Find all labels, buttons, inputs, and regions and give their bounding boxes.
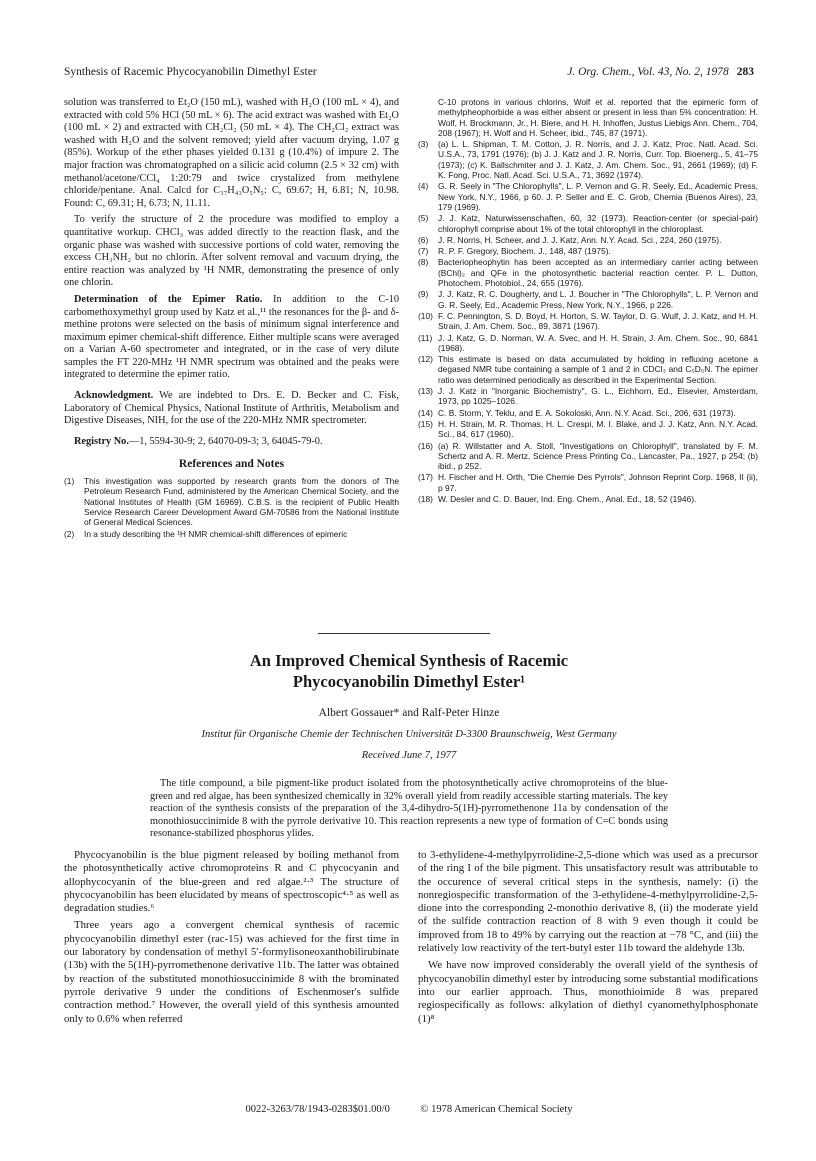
reference-text: J. J. Katz, Naturwissenschaften, 60, 32 (1973). Reaction-center (or special-pair) chlorophyll comprise about 1% of the total chlorophyll in the chloroplast. bbox=[438, 213, 758, 234]
reference-number: (16) bbox=[418, 440, 433, 451]
reference-item bbox=[418, 386, 758, 407]
reference-text: C-10 protons in various chlorins, Wolf et al. reported that the epimeric form of methylpheophorbide a was either absent or present in less than 5% concentration: H. Wolf, H. Brockmann, Jr., H. Biere, and H. H. Inhoffen, Justus Liebigs Ann. Chem., 704, 208 (1967); H. Wolf and H. Scheer, ibid., 745, 87 (1971). bbox=[438, 97, 758, 138]
reference-number: (3) bbox=[418, 139, 429, 150]
paragraph: To verify the structure of 2 the procedure was modified to employ a quantitative workup. CHCl₃ was added directly to the reaction flask, and the organic phase was washed with successive portions of cold water, removing the excess CH₃NH₂ but no chlorin. After solvent removal and vacuum drying, the entire reaction was analyzed by ¹H NMR, demonstrating the presence of only one chlorin. bbox=[64, 214, 399, 289]
copyright: © 1978 American Chemical Society bbox=[420, 1104, 573, 1115]
reference-number: (13) bbox=[418, 386, 433, 397]
reference-text: H. H. Strain, M. R. Thomas, H. L. Crespi, M. I. Blake, and J. J. Katz, Ann. N.Y. Acad. Sci., 84, 617 (1960). bbox=[438, 418, 758, 440]
reference-number: (18) bbox=[418, 493, 433, 504]
reference-text: J. R. Norris, H. Scheer, and J. J. Katz, Ann. N.Y. Acad. Sci., 224, 260 (1975). bbox=[438, 234, 722, 245]
reference-number: (8) bbox=[418, 257, 429, 268]
reference-number: (11) bbox=[418, 332, 433, 343]
body-right-column bbox=[418, 849, 758, 1030]
reference-text: (a) R. Willstatter and A. Stoll, "Investigations on Chlorophyll", translated by F. M. Schertz and A. R. Mertz, Science Press Printing Co., Lancaster, Pa., 1927, p 254; (b) ibid., p 252. bbox=[438, 440, 758, 472]
reference-text: Bacteriopheophytin has been accepted as an intermediary carrier acting between (BChl)₂ and QFe in the photosynthetic bacterial reaction center. P. L. Dutton, Photochem. Photobiol., 24, 655 (1976). bbox=[438, 257, 758, 289]
section-divider bbox=[318, 633, 490, 634]
paragraph-text: We are indebted to Drs. E. D. Becker and C. Fisk, Laboratory of Chemical Physics, National Institute of Arthritis, Metabolism and Digestive Diseases, NIH, for the use of the 220-MHz NMR spectrometer. bbox=[64, 390, 399, 427]
reference-item bbox=[418, 441, 758, 472]
reference-text: This estimate is based on data accumulated by holding in refluxing acetone a degased NMR tube containing a sample of 1 and 2 in CDCl₃ and C₅D₅N. The epimer ratio was determined periodically as described in the Experimental Section. bbox=[438, 354, 758, 385]
reference-item bbox=[64, 476, 399, 527]
section-heading: Acknowledgment. bbox=[74, 390, 154, 402]
reference-number: (10) bbox=[418, 310, 433, 321]
reference-item bbox=[418, 257, 758, 288]
paragraph-text: In addition to the C-10 carbomethoxymethyl group used by Katz et al.,¹¹ the resonances for the β- and δ-methine protons were selected on the basis of minimum signal interference and maximum epimer chemical-shift difference. Either multiple scans were averaged on a Varian A-60 spectrometer and integrated, or in the case of very dilute samples the FT 220-MHz ¹H NMR spectrum was obtained and the peaks were integrated to determine the epimer ratio. bbox=[64, 293, 399, 381]
reference-text: This investigation was supported by research grants from the donors of The Petroleum Research Fund, administered by the American Chemical Society, and the National Institutes of Health (GM 16969). C.B.S. is the recipient of Public Health Service Research Career Development Award GM-70586 from the National Institute of General Medical Sciences. bbox=[84, 476, 399, 528]
reference-item bbox=[64, 529, 399, 539]
reference-number: (1) bbox=[64, 476, 75, 487]
right-column bbox=[418, 97, 758, 505]
journal-citation: J. Org. Chem., Vol. 43, No. 2, 1978 bbox=[567, 66, 729, 78]
reference-number: (17) bbox=[418, 472, 433, 483]
reference-text: (a) L. L. Shipman, T. M. Cotton, J. R. Norris, and J. J. Katz, Proc. Natl. Acad. Sci. U.S.A., 73, 1791 (1976); (b) J. J. Katz and J. R. Norris, Curr. Top. Bioenerg., 5, 41–75 (1973); (c) K. Ballschmiter and J. J. Katz, J. Am. Chem. Soc., 91, 2661 (1969); (d) F. K. Fong, Proc. Natl. Acad. Sci. U.S.A., 71, 3692 (1974). bbox=[438, 139, 758, 181]
reference-text: J. J. Katz, G. D. Norman, W. A. Svec, and H. H. Strain, J. Am. Chem. Soc., 90, 6841 (1968). bbox=[438, 332, 758, 353]
header-journal bbox=[567, 66, 754, 78]
authors: Albert Gossauer* and Ralf-Peter Hinze bbox=[318, 707, 500, 719]
reference-text: C. B. Storm, Y. Teklu, and E. A. Sokoloski, Ann. N.Y. Acad. Sci., 206, 631 (1973). bbox=[438, 407, 736, 418]
title-line-1: An Improved Chemical Synthesis of Racemic bbox=[249, 651, 569, 670]
reference-number: (6) bbox=[418, 234, 429, 245]
reference-text: R. P. F. Gregory, Biochem. J., 148, 487 (1975). bbox=[438, 246, 611, 257]
reference-item bbox=[418, 139, 758, 180]
paragraph-text: —1, 5594-30-9; 2, 64070-09-3; 3, 64045-79-0. bbox=[128, 435, 323, 447]
acknowledgment bbox=[64, 390, 399, 428]
reference-text: J. J. Katz in "Inorganic Biochemistry", G. L., Eichhorn, Ed., Elsevier, Amsterdam, 1973, pp 1025–1026. bbox=[438, 386, 758, 407]
reference-text: F. C. Pennington, S. D. Boyd, H. Horton, S. W. Taylor, D. G. Wulf, J. J. Katz, and H. H. Strain, J. Am. Chem. Soc., 89, 3871 (1967). bbox=[438, 310, 758, 332]
reference-text: H. Fischer and H. Orth, "Die Chemie Des Pyrrols", Johnson Reprint Corp. 1968, II (ii), p 97. bbox=[438, 472, 758, 493]
page-number: 283 bbox=[736, 66, 754, 78]
paragraph: solution was transferred to Et₂O (150 mL), washed with H₂O (100 mL × 4), and extracted with cold 5% HCl (50 mL × 6). The acid extract was washed with Et₂O (100 mL × 2) and extracted with CH₂Cl₂ (50 mL × 4). The CH₂Cl₂ extract was washed with H₂O and the solvent removed; yield after vacuum drying, 1.07 g (85%). Workup of the ether phases yielded 0.131 g (10.4%) of impure 2. The major fraction was chromatographed on a silicic acid column (2.5 × 32 cm) with methanol/acetone/CCl₄ 1:20:79 and twice crystalized from methylene chloride/pentane. Anal. Calcd for C₃₇H₄₃O₅N₅: C, 69.67; H, 6.81; N, 10.98. Found: C, 69.31; H, 6.73; N, 11.11. bbox=[64, 97, 399, 209]
reference-item bbox=[418, 235, 758, 245]
left-column bbox=[64, 97, 399, 540]
reference-text: G. R. Seely in "The Chlorophylls", L. P. Vernon and G. R. Seely, Ed., Academic Press, New York, N.Y., 1966, p 60. J. P. Seller and E. C. Grob, Chemia (Buenos Aires), 23, 179 (1969). bbox=[438, 181, 758, 212]
section-heading: Determination of the Epimer Ratio. bbox=[74, 293, 263, 305]
reference-item bbox=[418, 408, 758, 418]
reference-number: (2) bbox=[64, 528, 75, 539]
reference-item bbox=[418, 213, 758, 234]
reference-continued bbox=[418, 97, 758, 138]
title-line-2: Phycocyanobilin Dimethyl Ester¹ bbox=[292, 672, 526, 691]
paragraph: to 3-ethylidene-4-methylpyrrolidine-2,5-dione which was used as a precursor of the ring I of the bile pigment. This unsatisfactory result was attributable to the occurence of several critical steps in the synthesis, namely: (i) the nonregiospecific transformation of the 3-ethylidene-4-methylpyrrolidine-2,5-dione into the corresponding 2-monothio derivative 8, (ii) the moderate yield of the sulfide contraction reaction of 8 with 9 even though it could be improved from 18 to 49% by carrying out the reaction at −78 °C, and (iii) the relatively low reactivity of the tert-butyl ester 11b toward the aldehyde 13b. bbox=[418, 849, 758, 955]
paragraph: Phycocyanobilin is the blue pigment released by boiling methanol from the photosynthetically active chromoproteins R and C phycocyanin and allophycocyanin of the blue-green and red algae.²·³ The structure of phycocyanobilin has been elucidated by means of spectroscopic⁴·⁵ as well as degradation studies.⁶ bbox=[64, 849, 399, 915]
reference-item bbox=[418, 289, 758, 310]
section-heading: Registry No. bbox=[74, 435, 129, 447]
reference-item bbox=[418, 472, 758, 493]
reference-item bbox=[418, 354, 758, 385]
abstract: The title compound, a bile pigment-like product isolated from the photosynthetically active chromoproteins of the blue-green and red algae, has been synthesized chemically in 32% overall yield from readily accessible starting materials. The key reaction of the synthesis consists of the preparation of the 3,4-dihydro-5(1H)-pyrromethenone 11a by condensation of the monothiosuccinimide 8 with the pyrrole derivative 10. This reaction represents a new type of formation of C=C bonds using resonance-stabilized phosphorus ylides. bbox=[150, 778, 668, 840]
header-title: Synthesis of Racemic Phycocyanobilin Dimethyl Ester bbox=[64, 66, 317, 78]
reference-number: (4) bbox=[418, 181, 429, 192]
paragraph-epimer bbox=[64, 294, 399, 382]
reference-item bbox=[418, 333, 758, 354]
reference-number: (14) bbox=[418, 407, 433, 418]
article-title bbox=[64, 650, 754, 692]
reference-item bbox=[418, 181, 758, 212]
reference-item bbox=[418, 246, 758, 256]
page-footer bbox=[64, 1104, 754, 1115]
running-header bbox=[64, 66, 754, 82]
references-heading: References and Notes bbox=[178, 458, 285, 471]
affiliation: Institut für Organische Chemie der Technischen Universität D-3300 Braunschweig, West Germany bbox=[201, 729, 617, 740]
received-date: Received June 7, 1977 bbox=[361, 750, 457, 761]
reference-text: J. J. Katz, R. C. Dougherty, and L. J. Boucher in "The Chlorophylls", L. P. Vernon and G. R. Seely, Ed., Academic Press, New York, N.Y., 1966, p 226. bbox=[438, 289, 758, 310]
paragraph: We have now improved considerably the overall yield of the synthesis of phycocyanobilin dimethyl ester by introducing some substantial modifications into our earlier approach. Thus, monothioimide 8 was prepared regiospecifically as follows: alkylation of diethyl cyanomethylphosphonate (1)⁸ bbox=[418, 959, 758, 1025]
reference-item bbox=[418, 311, 758, 332]
reference-number: (7) bbox=[418, 246, 429, 257]
paragraph: Three years ago a convergent chemical synthesis of racemic phycocyanobilin dimethyl ester (rac-15) was achieved for the first time in our laboratory by condensation of methyl 5′-formylisoneoxanthobilirubinate (13b) with the 5(1H)-pyrromethenone derivative 11b. The latter was obtained by reaction of the substituted monothiosuccinimide 8 with the brominated pyrrole derivative 9 under the conditions of Eschenmoser's sulfide contraction method.⁷ However, the overall yield of this synthesis amounted only to 0.6% when referred bbox=[64, 919, 399, 1025]
reference-number: (9) bbox=[418, 289, 429, 300]
reference-number: (15) bbox=[418, 418, 433, 429]
article-code: 0022-3263/78/1943-0283$01.00/0 bbox=[245, 1104, 390, 1115]
reference-text: W. Desler and C. D. Bauer, Ind. Eng. Chem., Anal. Ed., 18, 52 (1946). bbox=[438, 493, 697, 504]
reference-item bbox=[418, 419, 758, 440]
reference-item bbox=[418, 494, 758, 504]
reference-number: (5) bbox=[418, 213, 429, 224]
reference-text: In a study describing the ¹H NMR chemical-shift differences of epimeric bbox=[84, 528, 348, 539]
registry bbox=[64, 436, 399, 449]
body-left-column bbox=[64, 849, 399, 1030]
reference-number: (12) bbox=[418, 354, 433, 365]
